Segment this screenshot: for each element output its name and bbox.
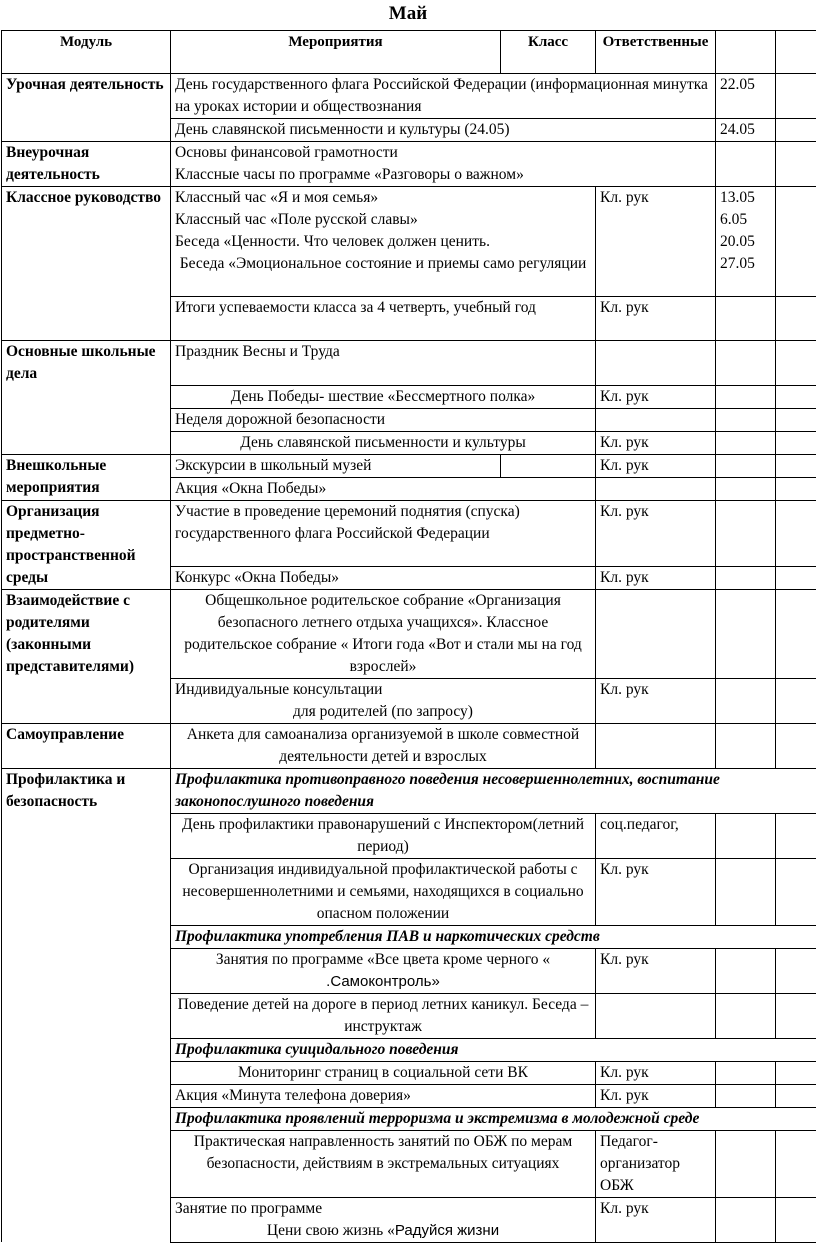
event-cell (171, 187, 596, 297)
responsible-cell: Кл. рук (596, 297, 716, 341)
table-row (2, 431, 816, 454)
event-cell: Акция «Минута телефона доверия» (171, 1084, 596, 1107)
event-cell (171, 678, 596, 723)
module-cell: Основные школьные дела (2, 341, 171, 386)
event-line: Классный час «Поле русской славы» (175, 209, 591, 231)
table-row (2, 119, 816, 142)
event-cell: Экскурсии в школьный музей (171, 454, 501, 477)
table-row (2, 454, 816, 477)
header-responsible: Ответственные (596, 31, 716, 74)
table-header-row (2, 31, 816, 74)
table-row (2, 768, 816, 813)
section-heading: Профилактика употребления ПАВ и наркотических средств (171, 925, 816, 948)
event-cell: Праздник Весны и Труда (171, 341, 596, 386)
event-line: Основы финансовой грамотности (175, 142, 711, 164)
event-line: Классный час «Я и моя семья» (175, 187, 591, 209)
event-cell (171, 142, 716, 187)
event-cell: Акция «Окна Победы» (171, 477, 596, 500)
responsible-cell: Педагог-организатор ОБЖ (596, 1130, 716, 1197)
responsible-cell: Кл. рук (596, 1084, 716, 1107)
event-cell: Анкета для самоанализа организуемой в школе совместной деятельности детей и взрослых (171, 723, 596, 768)
module-cell: Классное руководство (2, 187, 171, 297)
responsible-cell: Кл. рук (596, 454, 716, 477)
table-row (2, 993, 816, 1038)
module-cell: Организация предметно-пространственной среды (2, 500, 171, 589)
event-cell: День славянской письменности и культуры (24.05) (171, 119, 716, 142)
event-cell: Участие в проведение церемоний поднятия (спуска) государственного флага Российской Федерации (171, 500, 596, 566)
table-row (2, 1197, 816, 1242)
module-cell: Профилактика и безопасность (2, 768, 171, 813)
header-extra (716, 31, 776, 74)
section-heading: Профилактика суицидального поведения (171, 1038, 816, 1061)
table-row (2, 1038, 816, 1061)
event-line: Классные часы по программе «Разговоры о важном» (175, 164, 711, 186)
event-cell (171, 948, 596, 993)
event-cell: Мониторинг страниц в социальной сети ВК (171, 1061, 596, 1084)
event-line: .Самоконтроль» (175, 971, 591, 993)
table-row (2, 341, 816, 386)
responsible-cell: Кл. рук (596, 566, 716, 589)
event-cell: Поведение детей на дороге в период летних каникул. Беседа – инструктаж (171, 993, 596, 1038)
table-row (2, 1107, 816, 1130)
event-line: Беседа «Эмоциональное состояние и приемы само регуляции (175, 253, 591, 275)
date-cell: 24.05 (716, 119, 776, 142)
table-row (2, 723, 816, 768)
table-row (2, 948, 816, 993)
table-row (2, 1084, 816, 1107)
responsible-cell: Кл. рук (596, 1061, 716, 1084)
module-cell: Урочная деятельность (2, 74, 171, 119)
event-cell: Неделя дорожной безопасности (171, 408, 596, 431)
table-row (2, 1130, 816, 1197)
event-cell: День славянской письменности и культуры (171, 431, 596, 454)
responsible-cell: Кл. рук (596, 385, 716, 408)
table-row (2, 187, 816, 297)
responsible-cell: Кл. рук (596, 858, 716, 925)
plan-table (1, 30, 816, 1243)
event-cell (171, 1197, 596, 1242)
responsible-cell: Кл. рук (596, 1197, 716, 1242)
table-row (2, 385, 816, 408)
table-row (2, 408, 816, 431)
date-cell: 22.05 (716, 74, 776, 119)
event-cell: Итоги успеваемости класса за 4 четверть, учебный год (171, 297, 596, 341)
responsible-cell: Кл. рук (596, 431, 716, 454)
date-cell: 13.05 6.05 20.05 27.05 (716, 187, 776, 297)
responsible-cell: Кл. рук (596, 187, 716, 297)
event-cell: Конкурс «Окна Победы» (171, 566, 596, 589)
event-cell: День государственного флага Российской Федерации (информационная минутка на уроках истории и обществознания (171, 74, 716, 119)
event-line: для родителей (по запросу) (175, 701, 591, 723)
header-class: Класс (501, 31, 596, 74)
table-row (2, 142, 816, 187)
page-title: Май (0, 2, 816, 26)
module-cell: Внешкольные мероприятия (2, 454, 171, 500)
event-cell: Практическая направленность занятий по ОБЖ по мерам безопасности, действиям в экстремальных ситуациях (171, 1130, 596, 1197)
header-events: Мероприятия (171, 31, 501, 74)
responsible-cell: Кл. рук (596, 500, 716, 566)
event-cell: День Победы- шествие «Бессмертного полка» (171, 385, 596, 408)
module-cell: Взаимодействие с родителями (законными представителями) (2, 589, 171, 723)
event-line: Занятие по программе (175, 1198, 591, 1220)
module-cell: Внеурочная деятельность (2, 142, 171, 187)
table-row (2, 500, 816, 566)
table-row (2, 1061, 816, 1084)
table-row (2, 813, 816, 858)
event-cell: Общешкольное родительское собрание «Организация безопасного летнего отдыха учащихся». Классное родительское собрание « Итоги года «Вот и стали мы на год взрослей» (171, 589, 596, 678)
table-row (2, 589, 816, 678)
event-line: Цени свою жизнь «Радуйся жизни (175, 1220, 591, 1242)
header-extra-2 (776, 31, 816, 74)
event-cell: День профилактики правонарушений с Инспектором(летний период) (171, 813, 596, 858)
section-heading: Профилактика проявлений терроризма и экстремизма в молодежной среде (171, 1107, 816, 1130)
header-module: Модуль (2, 31, 171, 74)
section-heading: Профилактика противоправного поведения несовершеннолетних, воспитание законопослушного поведения (171, 768, 816, 813)
event-line: Занятия по программе «Все цвета кроме черного « (175, 949, 591, 971)
table-row (2, 297, 816, 341)
responsible-cell: соц.педагог, (596, 813, 716, 858)
module-cell: Самоуправление (2, 723, 171, 768)
table-row (2, 74, 816, 119)
event-line: Индивидуальные консультации (175, 679, 591, 701)
event-cell: Организация индивидуальной профилактической работы с несовершеннолетними и семьями, находящихся в социально опасном положении (171, 858, 596, 925)
responsible-cell: Кл. рук (596, 678, 716, 723)
table-row (2, 925, 816, 948)
table-row (2, 858, 816, 925)
event-line: Беседа «Ценности. Что человек должен ценить. (175, 231, 591, 253)
responsible-cell: Кл. рук (596, 948, 716, 993)
